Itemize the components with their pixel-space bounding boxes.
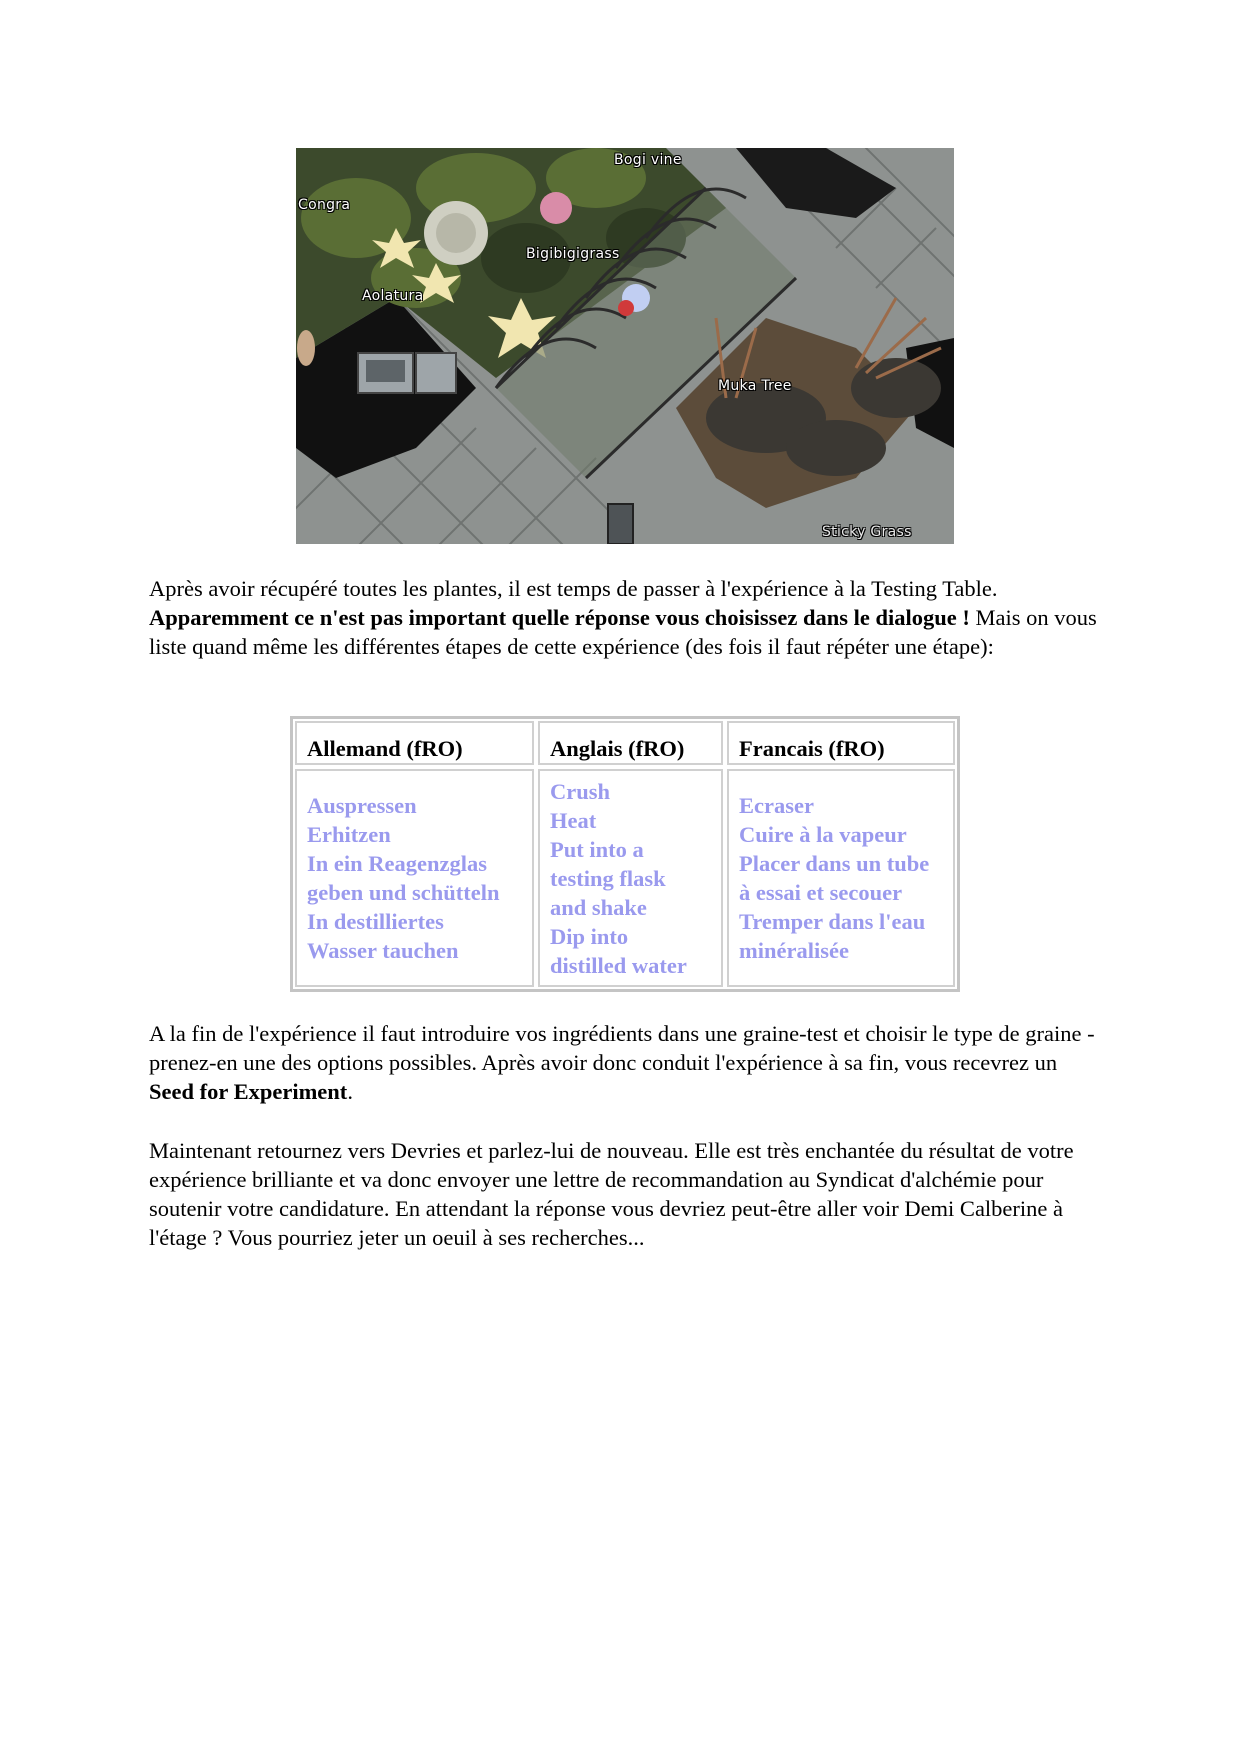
step-fr-2: Cuire à la vapeur bbox=[739, 822, 907, 847]
step-en-2: Heat bbox=[550, 807, 597, 833]
final-paragraph: Maintenant retournez vers Devries et parlez-lui de nouveau. Elle est très enchantée du résultat de votre expérience brilliante et va donc envoyer une lettre de recommandation au Syndicat d'alchémie pour soutenir votre candidature. En attendant la réponse vous devriez peut-être aller voir Demi Calberine à l'étage ? Vous pourriez jeter un oeuil à ses recherches... bbox=[149, 1138, 1074, 1250]
step-de-1: Auspressen bbox=[307, 793, 417, 818]
intro-bold: Apparemment ce n'est pas important quelle réponse vous choisissez dans le dialogue ! bbox=[149, 605, 970, 630]
step-fr-3: Placer dans un tube bbox=[739, 851, 930, 876]
header-francais: Francais (fRO) bbox=[727, 721, 955, 765]
header-anglais: Anglais (fRO) bbox=[538, 721, 723, 765]
seed-for-experiment: Seed for Experiment bbox=[149, 1079, 348, 1104]
column-anglais bbox=[538, 769, 723, 987]
label-bogi-vine: Bogi vine bbox=[614, 152, 682, 168]
column-francais bbox=[727, 769, 955, 987]
label-bigibigigrass: Bigibigigrass bbox=[526, 246, 620, 262]
step-de-6: Wasser tauchen bbox=[307, 938, 459, 963]
step-fr-5: Tremper dans l'eau bbox=[739, 909, 926, 934]
end-paragraph bbox=[149, 1019, 1099, 1106]
step-en-3: Put into a bbox=[550, 836, 644, 862]
intro-text-before: Après avoir récupéré toutes les plantes, il est temps de passer à l'expérience à la Testing Table. bbox=[149, 576, 998, 601]
step-en-5: and shake bbox=[550, 894, 647, 920]
steps-table bbox=[290, 716, 960, 992]
intro-paragraph bbox=[149, 574, 1099, 661]
game-screenshot bbox=[296, 148, 954, 544]
step-en-6: Dip into bbox=[550, 923, 629, 949]
label-aolatura: Aolatura bbox=[362, 288, 424, 304]
step-en-1: Crush bbox=[550, 778, 611, 804]
step-en-7: distilled water bbox=[550, 952, 687, 978]
end-text-after: . bbox=[347, 1079, 353, 1104]
label-muka-tree: Muka Tree bbox=[718, 378, 792, 394]
intro-text-after: Mais on vous liste quand même les différentes étapes de cette expérience (des fois il faut répéter une étape): bbox=[149, 605, 1097, 659]
label-sticky-grass: Sticky Grass bbox=[822, 524, 912, 540]
game-scene bbox=[296, 148, 954, 544]
label-congra: Congra bbox=[298, 197, 351, 213]
step-en-4: testing flask bbox=[550, 865, 666, 891]
column-allemand bbox=[295, 769, 534, 987]
header-allemand: Allemand (fRO) bbox=[295, 721, 534, 765]
step-de-2: Erhitzen bbox=[307, 822, 391, 847]
step-de-5: In destilliertes bbox=[307, 909, 444, 934]
step-fr-1: Ecraser bbox=[739, 793, 814, 818]
end-text-before: A la fin de l'expérience il faut introduire vos ingrédients dans une graine-test et choisir le type de graine - prenez-en une des options possibles. Après avoir donc conduit l'expérience à sa fin, vous recevrez un bbox=[149, 1021, 1095, 1075]
step-fr-4: à essai et secouer bbox=[739, 880, 903, 905]
step-fr-6: minéralisée bbox=[739, 938, 849, 963]
step-de-3: In ein Reagenzglas bbox=[307, 851, 487, 876]
step-de-4: geben und schütteln bbox=[307, 880, 500, 905]
